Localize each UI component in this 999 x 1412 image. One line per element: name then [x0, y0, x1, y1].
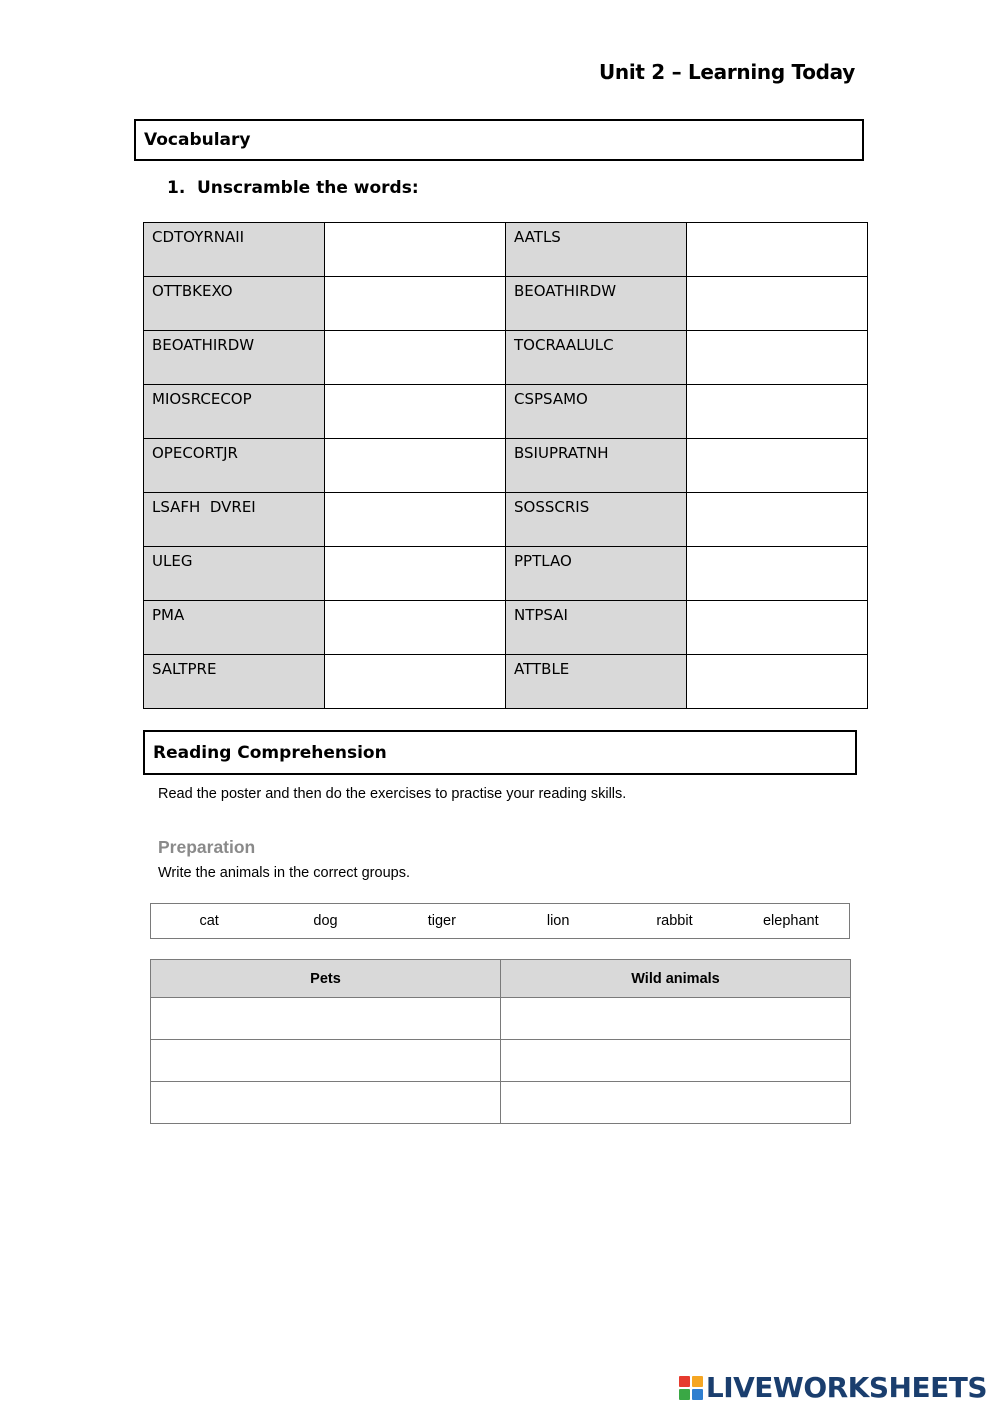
vocabulary-section-header — [134, 119, 864, 161]
answer-cell[interactable] — [687, 547, 868, 601]
scrambled-word: OPECORTJR — [144, 439, 325, 493]
unscramble-row — [144, 547, 868, 601]
unscramble-row — [144, 439, 868, 493]
answer-cell[interactable] — [687, 223, 868, 277]
answer-cell[interactable] — [325, 277, 506, 331]
unscramble-row — [144, 223, 868, 277]
scrambled-word: SOSSCRIS — [506, 493, 687, 547]
unscramble-row — [144, 601, 868, 655]
scrambled-word: AATLS — [506, 223, 687, 277]
scrambled-word: BEOATHIRDW — [144, 331, 325, 385]
preparation-instruction: Write the animals in the correct groups. — [158, 865, 410, 881]
unscramble-row — [144, 277, 868, 331]
answer-cell[interactable] — [325, 439, 506, 493]
reading-section-title: Reading Comprehension — [153, 742, 387, 763]
unscramble-row — [144, 331, 868, 385]
answer-cell[interactable] — [687, 655, 868, 709]
answer-cell[interactable] — [325, 223, 506, 277]
answer-cell[interactable] — [687, 439, 868, 493]
scrambled-word: NTPSAI — [506, 601, 687, 655]
scrambled-word: PPTLAO — [506, 547, 687, 601]
answer-cell[interactable] — [687, 331, 868, 385]
answer-cell[interactable] — [325, 601, 506, 655]
answer-cell[interactable] — [325, 547, 506, 601]
pets-answer-cell[interactable] — [151, 1040, 501, 1082]
word-bank-item: elephant — [762, 913, 819, 929]
logo-block — [679, 1389, 690, 1400]
exercise-heading — [167, 178, 419, 198]
liveworksheets-logo — [679, 1371, 987, 1404]
answer-cell[interactable] — [325, 493, 506, 547]
unscramble-table — [143, 222, 868, 709]
exercise-number: 1. — [167, 178, 186, 198]
answer-cell[interactable] — [325, 655, 506, 709]
answer-cell[interactable] — [687, 385, 868, 439]
logo-block — [692, 1389, 703, 1400]
scrambled-word: OTTBKEXO — [144, 277, 325, 331]
vocabulary-section-title: Vocabulary — [144, 130, 251, 150]
answer-cell[interactable] — [687, 493, 868, 547]
logo-blocks-icon — [679, 1376, 703, 1400]
unscramble-row — [144, 493, 868, 547]
scrambled-word: CDTOYRNAII — [144, 223, 325, 277]
scrambled-word: SALTPRE — [144, 655, 325, 709]
unit-title: Unit 2 – Learning Today — [598, 60, 855, 84]
scrambled-word: BEOATHIRDW — [506, 277, 687, 331]
word-bank-item: rabbit — [656, 913, 693, 929]
reading-section-header — [143, 730, 857, 775]
scrambled-word: MIOSRCECOP — [144, 385, 325, 439]
wild-animals-answer-cell[interactable] — [501, 998, 851, 1040]
wild-animals-answer-cell[interactable] — [501, 1040, 851, 1082]
wild-animals-header: Wild animals — [501, 960, 851, 998]
scrambled-word: ULEG — [144, 547, 325, 601]
scrambled-word: LSAFH DVREI — [144, 493, 325, 547]
unscramble-row — [144, 655, 868, 709]
unscramble-row — [144, 385, 868, 439]
answer-cell[interactable] — [325, 385, 506, 439]
scrambled-word: TOCRAALULC — [506, 331, 687, 385]
logo-text: LIVEWORKSHEETS — [705, 1371, 987, 1404]
scrambled-word: PMA — [144, 601, 325, 655]
word-bank-item: cat — [199, 913, 219, 929]
wild-animals-answer-cell[interactable] — [501, 1082, 851, 1124]
answer-cell[interactable] — [325, 331, 506, 385]
answer-cell[interactable] — [687, 277, 868, 331]
scrambled-word: CSPSAMO — [506, 385, 687, 439]
pets-answer-cell[interactable] — [151, 998, 501, 1040]
logo-block — [692, 1376, 703, 1387]
scrambled-word: BSIUPRATNH — [506, 439, 687, 493]
answer-cell[interactable] — [687, 601, 868, 655]
animal-groups-table — [150, 959, 851, 1124]
word-bank-item: tiger — [427, 913, 456, 929]
pets-header: Pets — [151, 960, 501, 998]
word-bank-item: lion — [546, 913, 570, 929]
exercise-title: Unscramble the words: — [197, 178, 419, 198]
logo-block — [679, 1376, 690, 1387]
word-bank — [150, 903, 850, 939]
reading-instruction: Read the poster and then do the exercises to practise your reading skills. — [158, 786, 627, 802]
pets-answer-cell[interactable] — [151, 1082, 501, 1124]
preparation-heading: Preparation — [158, 837, 256, 857]
scrambled-word: ATTBLE — [506, 655, 687, 709]
word-bank-item: dog — [313, 913, 338, 929]
